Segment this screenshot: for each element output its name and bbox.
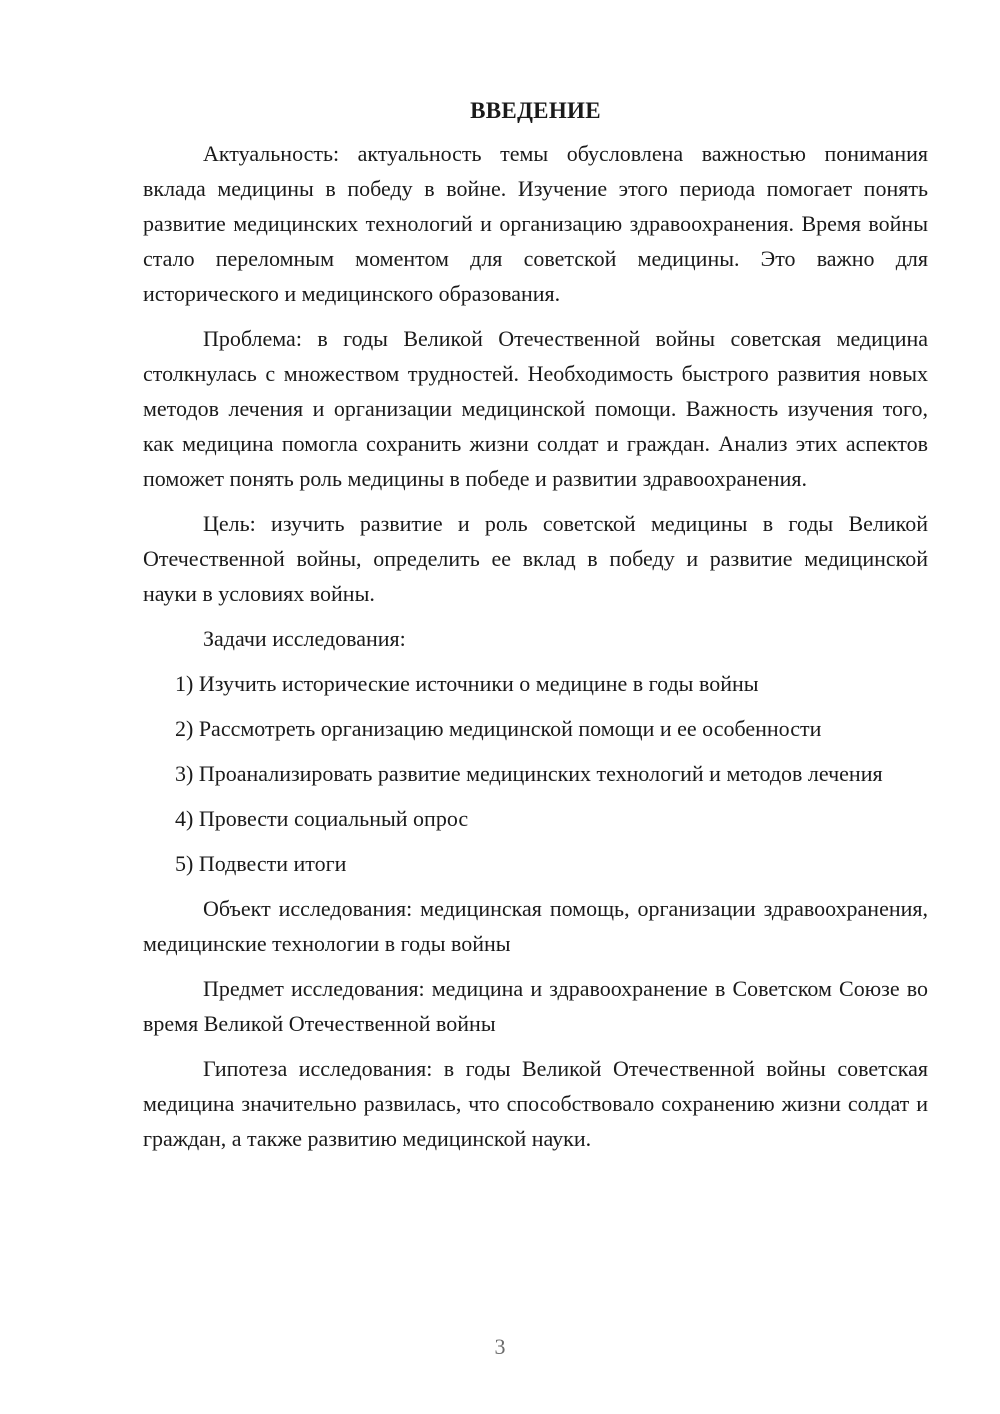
list-item: 5) Подвести итоги [175, 851, 347, 876]
document-page [143, 96, 928, 1166]
list-item: 3) Проанализировать развитие медицинских технологий и методов лечения [175, 761, 883, 786]
list-item: 2) Рассмотреть организацию медицинской помощи и ее особенности [175, 716, 822, 741]
tasks-list [143, 666, 928, 881]
paragraph-object: Объект исследования: медицинская помощь, организации здравоохранения, медицинские технологии в годы войны [143, 896, 928, 956]
page-number: 3 [494, 1334, 506, 1359]
list-item: 1) Изучить исторические источники о медицине в годы войны [175, 671, 759, 696]
section-heading: ВВЕДЕНИЕ [470, 98, 601, 123]
paragraph-problem: Проблема: в годы Великой Отечественной войны советская медицина столкнулась с множеством трудностей. Необходимость быстрого развития новых методов лечения и организации медицинской помощи. Важность изучения того, как медицина помогла сохранить жизни солдат и граждан. Анализ этих аспектов поможет понять роль медицины в победе и развитии здравоохранения. [143, 326, 928, 491]
tasks-heading: Задачи исследования: [203, 626, 406, 651]
list-item: 4) Провести социальный опрос [175, 806, 469, 831]
paragraph-relevance: Актуальность: актуальность темы обусловлена важностью понимания вклада медицины в победу в войне. Изучение этого периода помогает понять развитие медицинских технологий и организацию здравоохранения. Время войны стало переломным моментом для советской медицины. Это важно для исторического и медицинского образования. [143, 141, 928, 306]
paragraph-hypothesis: Гипотеза исследования: в годы Великой Отечественной войны советская медицина значительно развилась, что способствовало сохранению жизни солдат и граждан, а также развитию медицинской науки. [143, 1056, 928, 1151]
paragraph-goal: Цель: изучить развитие и роль советской медицины в годы Великой Отечественной войны, определить ее вклад в победу и развитие медицинской науки в условиях войны. [143, 511, 928, 606]
paragraph-subject: Предмет исследования: медицина и здравоохранение в Советском Союзе во время Великой Отечественной войны [143, 976, 928, 1036]
